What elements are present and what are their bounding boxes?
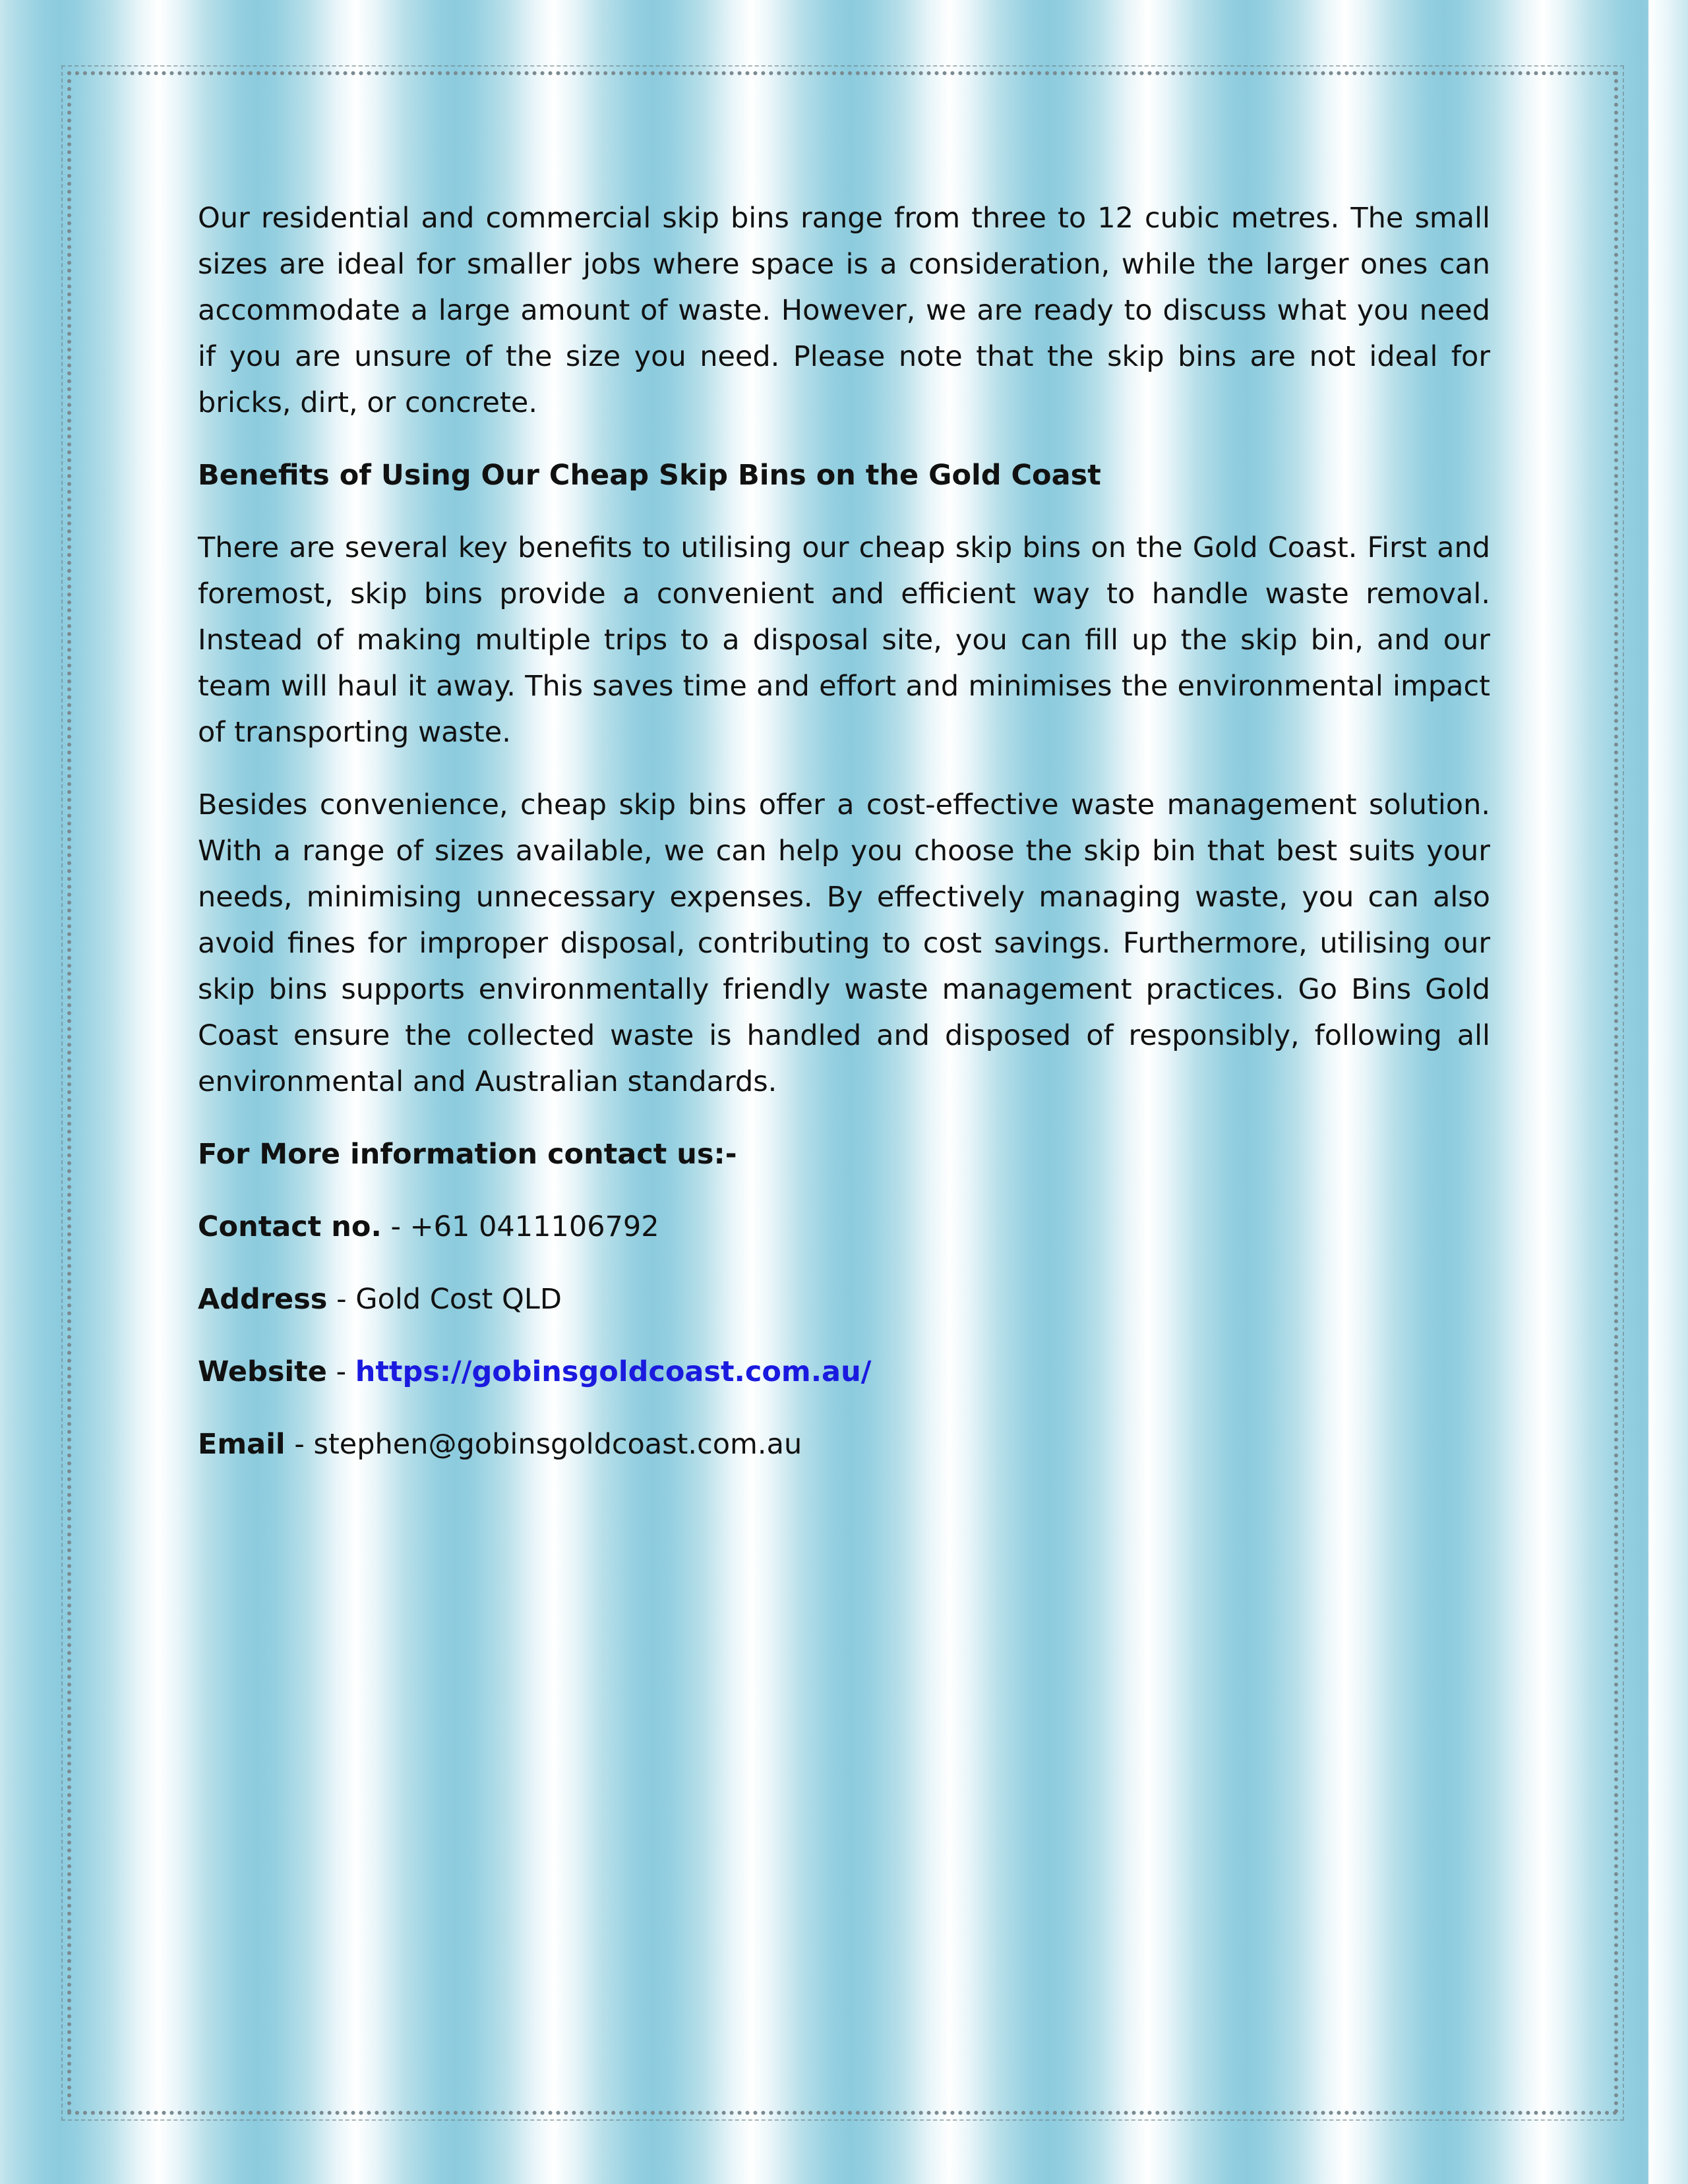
benefits-paragraph-1: There are several key benefits to utilising our cheap skip bins on the Gold Coast. First and foremost, skip bins provide a convenient and efficient way to handle waste removal. Instead of making multiple trips to a disposal site, you can fill up the skip bin, and our team will haul it away. This saves time and effort and minimises the environmental impact of transporting waste. bbox=[198, 531, 1490, 749]
contact-website-separator: - bbox=[326, 1355, 355, 1388]
contact-email-value: - stephen@gobinsgoldcoast.com.au bbox=[285, 1428, 802, 1461]
contact-phone-line bbox=[198, 1204, 1490, 1250]
contact-heading: For More information contact us:- bbox=[198, 1138, 737, 1171]
contact-website-line bbox=[198, 1349, 1490, 1395]
benefits-paragraph-2: Besides convenience, cheap skip bins offer a cost-effective waste management solution. With a range of sizes available, we can help you choose the skip bin that best suits your needs, minimising unnecessary expenses. By effectively managing waste, you can also avoid fines for improper disposal, contributing to cost savings. Furthermore, utilising our skip bins supports environmentally friendly waste management practices. Go Bins Gold Coast ensure the collected waste is handled and disposed of responsibly, following all environmental and Australian standards. bbox=[198, 788, 1490, 1098]
contact-phone-value: - +61 0411106792 bbox=[381, 1210, 659, 1243]
contact-phone-label: Contact no. bbox=[198, 1210, 382, 1243]
contact-website-label: Website bbox=[198, 1355, 327, 1388]
contact-address-value: - Gold Cost QLD bbox=[327, 1283, 562, 1316]
intro-paragraph: Our residential and commercial skip bins range from three to 12 cubic metres. The small sizes are ideal for smaller jobs where space is a consideration, while the larger ones can accommodate a large amount of waste. However, we are ready to discuss what you need if you are unsure of the size you need. Please note that the skip bins are not ideal for bricks, dirt, or concrete. bbox=[198, 202, 1490, 419]
website-link[interactable]: https://gobinsgoldcoast.com.au/ bbox=[355, 1355, 872, 1388]
document-body bbox=[198, 195, 1490, 1494]
contact-address-line bbox=[198, 1276, 1490, 1322]
benefits-heading: Benefits of Using Our Cheap Skip Bins on the Gold Coast bbox=[198, 459, 1101, 492]
contact-email-label: Email bbox=[198, 1428, 286, 1461]
contact-address-label: Address bbox=[198, 1283, 328, 1316]
contact-email-line bbox=[198, 1421, 1490, 1467]
